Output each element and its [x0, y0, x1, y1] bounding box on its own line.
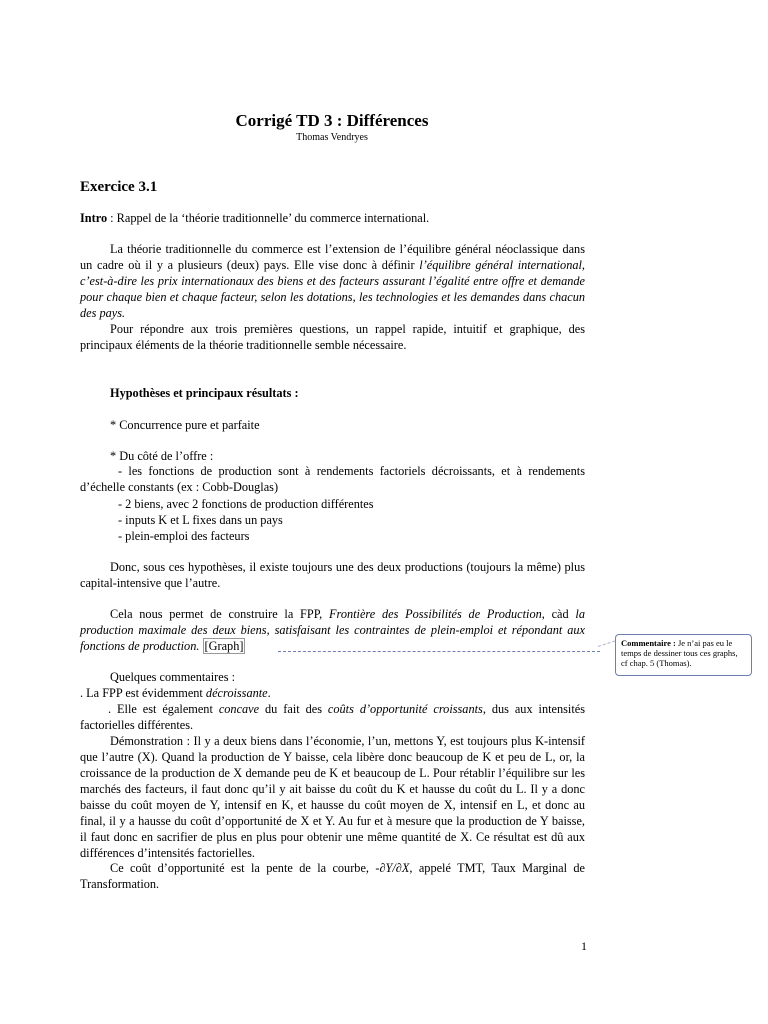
- supply-item: - inputs K et L fixes dans un pays: [118, 513, 283, 527]
- exercise-heading: Exercice 3.1: [80, 179, 158, 195]
- paragraph-reminder: Pour répondre aux trois premières questions, un rappel rapide, intuitif et graphique, des principaux éléments de la théorie traditionnelle semble nécessaire.: [80, 322, 585, 352]
- comment-concave-text-2: du fait des: [259, 702, 328, 716]
- supply-item: - 2 biens, avec 2 fonctions de production différentes: [118, 497, 374, 511]
- intro-text: : Rappel de la ‘théorie traditionnelle’ du commerce international.: [107, 211, 430, 225]
- paragraph-capital-intensive: Donc, sous ces hypothèses, il existe toujours une des deux productions (toujours la même) plus capital-intensive que l’autre.: [80, 560, 585, 590]
- fpp-text-4: la production maximale des deux biens, satisfaisant les contraintes de plein-emploi et répondant aux fonctions de production.: [80, 607, 585, 653]
- intro-label: Intro: [80, 211, 108, 225]
- tmt-text-1: Ce coût d’opportunité est la pente de la courbe,: [110, 861, 376, 875]
- comment-label: Commentaire :: [621, 638, 676, 648]
- document-author: Thomas Vendryes: [296, 132, 368, 143]
- comment-decreasing-text: . La FPP est évidemment: [80, 686, 206, 700]
- document-title: Corrigé TD 3 : Différences: [235, 111, 429, 130]
- comment-decreasing-italic: décroissante: [205, 686, 268, 700]
- review-comment-balloon[interactable]: [615, 634, 752, 676]
- graph-placeholder[interactable]: [Graph]: [204, 639, 244, 653]
- paragraph-theory-italic: l’équilibre général international, c’est-à-dire les prix internationaux des biens et des facteurs assurant l’égalité entre offre et demande pour chaque bien et chaque facteur, selon les dotations, les technologies et les demandes dans chacun des pays.: [80, 258, 585, 320]
- comment-concave-text-3: , dus aux intensités factorielles différentes.: [80, 702, 585, 732]
- page-number: 1: [581, 939, 587, 953]
- comment-connector-line: [598, 640, 615, 647]
- hypothesis-supply: * Du côté de l’offre :: [110, 449, 214, 463]
- fpp-text-1: Cela nous permet de construire la FPP,: [110, 607, 329, 621]
- hypotheses-heading: Hypothèses et principaux résultats :: [110, 386, 299, 400]
- comment-decreasing: [80, 685, 585, 701]
- comment-concave: [80, 701, 585, 733]
- supply-item: - plein-emploi des facteurs: [118, 529, 250, 543]
- hypothesis-competition: * Concurrence pure et parfaite: [110, 418, 260, 432]
- tmt-formula: -∂Y/∂X: [375, 861, 410, 875]
- fpp-text-2: Frontière des Possibilités de Production: [329, 607, 542, 621]
- comment-concave-italic-2: coûts d’opportunité croissants: [327, 702, 483, 716]
- comment-decreasing-end: .: [267, 686, 271, 700]
- comment-concave-italic-1: concave: [218, 702, 260, 716]
- supply-item: - les fonctions de production sont à rendements factoriels décroissants, et à rendements d’échelle constants (ex : Cobb-Douglas): [80, 464, 585, 494]
- paragraph-tmt: [80, 860, 585, 892]
- comment-concave-text-1: . Elle est également: [108, 702, 219, 716]
- paragraph-theory-plain: La théorie traditionnelle du commerce est l’extension de l’équilibre général néoclassique dans un cadre où il y a plusieurs (deux) pays. Elle vise donc à définir: [80, 242, 585, 272]
- comments-intro: Quelques commentaires :: [110, 670, 235, 684]
- fpp-text-3: , càd: [541, 607, 576, 621]
- intro-paragraph: [80, 210, 585, 226]
- comment-text: Je n’ai pas eu le temps de dessiner tous ces graphs, cf chap. 5 (Thomas).: [621, 638, 738, 668]
- comment-anchor-line: [278, 651, 600, 652]
- paragraph-demonstration: Démonstration : Il y a deux biens dans l’économie, l’un, mettons Y, est toujours plus K-intensif que l’autre (X). Quand la production de Y baisse, cela libère donc beaucoup de K et peu de L, or, la croissance de la production de X demande peu de K et beaucoup de L. Pour rétablir l’équilibre sur les marchés des facteurs, il faut donc qu’il y ait baisse du coût du K et hausse du coût du L. Il y a donc baisse du coût moyen de Y, intensif en K, et hausse du coût moyen de X, intensif en L, et donc au final, il y a hausse du coût d’opportunité de X et Y. Au fur et à mesure que la production de Y baisse, il faut donc en sacrifier de plus en plus pour obtenir une même quantité de X. Ce résultat est dû aux différences d’intensités factorielles.: [80, 734, 585, 860]
- paragraph-fpp: [80, 606, 585, 654]
- tmt-text-2: , appelé TMT, Taux Marginal de Transformation.: [80, 861, 585, 891]
- paragraph-theory: [80, 241, 585, 321]
